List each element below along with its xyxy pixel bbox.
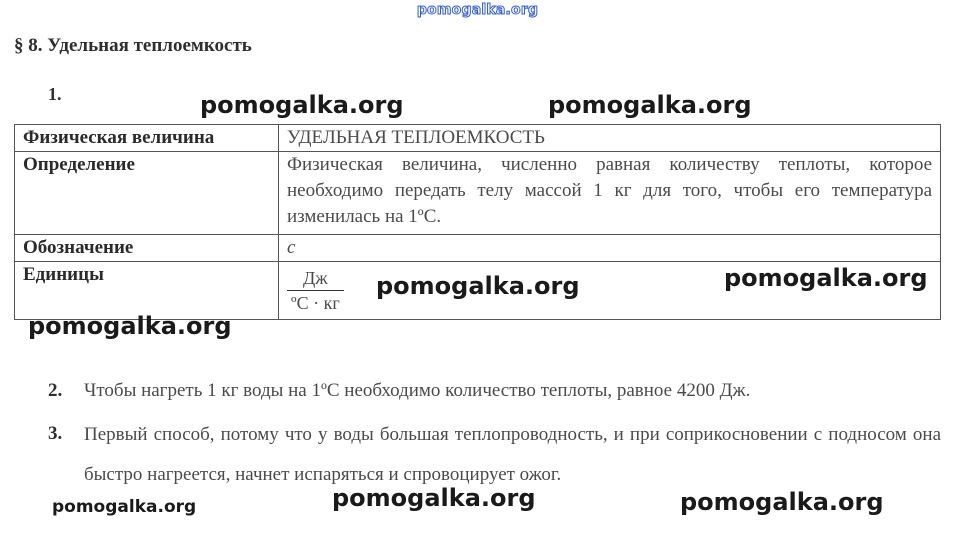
watermark: pomogalka.org — [724, 264, 928, 292]
row-value: Физическая величина, численно равная количеству теплоты, которое необходимо передать телу массой 1 кг для того, чтобы его температура изменилась на 1ºС. — [279, 152, 941, 235]
unit-denominator: ºС · кг — [291, 293, 340, 313]
site-header-watermark: pomogalka.org — [416, 2, 539, 18]
watermark: pomogalka.org — [332, 484, 536, 512]
row-label: Определение — [15, 152, 279, 235]
task-number: 3. — [48, 423, 63, 444]
task-text: Чтобы нагреть 1 кг воды на 1ºС необходимо количество теплоты, равное 4200 Дж. — [84, 380, 751, 401]
row-label: Обозначение — [15, 235, 279, 262]
watermark: pomogalka.org — [376, 272, 580, 300]
table-row — [15, 152, 941, 235]
task-3 — [48, 415, 941, 495]
task-number: 2. — [48, 380, 63, 401]
row-label: Единицы — [15, 262, 279, 320]
watermark: pomogalka.org — [548, 91, 752, 119]
table-row — [15, 235, 941, 262]
watermark: pomogalka.org — [52, 497, 197, 517]
row-label: Физическая величина — [15, 125, 279, 152]
watermark: pomogalka.org — [200, 91, 404, 119]
watermark: pomogalka.org — [28, 312, 232, 340]
watermark: pomogalka.org — [680, 488, 884, 516]
table-row — [15, 125, 941, 152]
unit-fraction — [287, 266, 344, 315]
row-value: УДЕЛЬНАЯ ТЕПЛОЕМКОСТЬ — [279, 125, 941, 152]
task-1-number: 1. — [48, 84, 62, 104]
section-title: § 8. Удельная теплоемкость — [14, 35, 252, 56]
task-text: Первый способ, потому что у воды большая теплопроводность, и при соприкосновении с подносом она быстро нагреется, начнет испаряться и спровоцирует ожог. — [84, 424, 941, 485]
row-value: c — [279, 235, 941, 262]
task-2 — [48, 380, 941, 402]
unit-numerator: Дж — [287, 266, 344, 291]
